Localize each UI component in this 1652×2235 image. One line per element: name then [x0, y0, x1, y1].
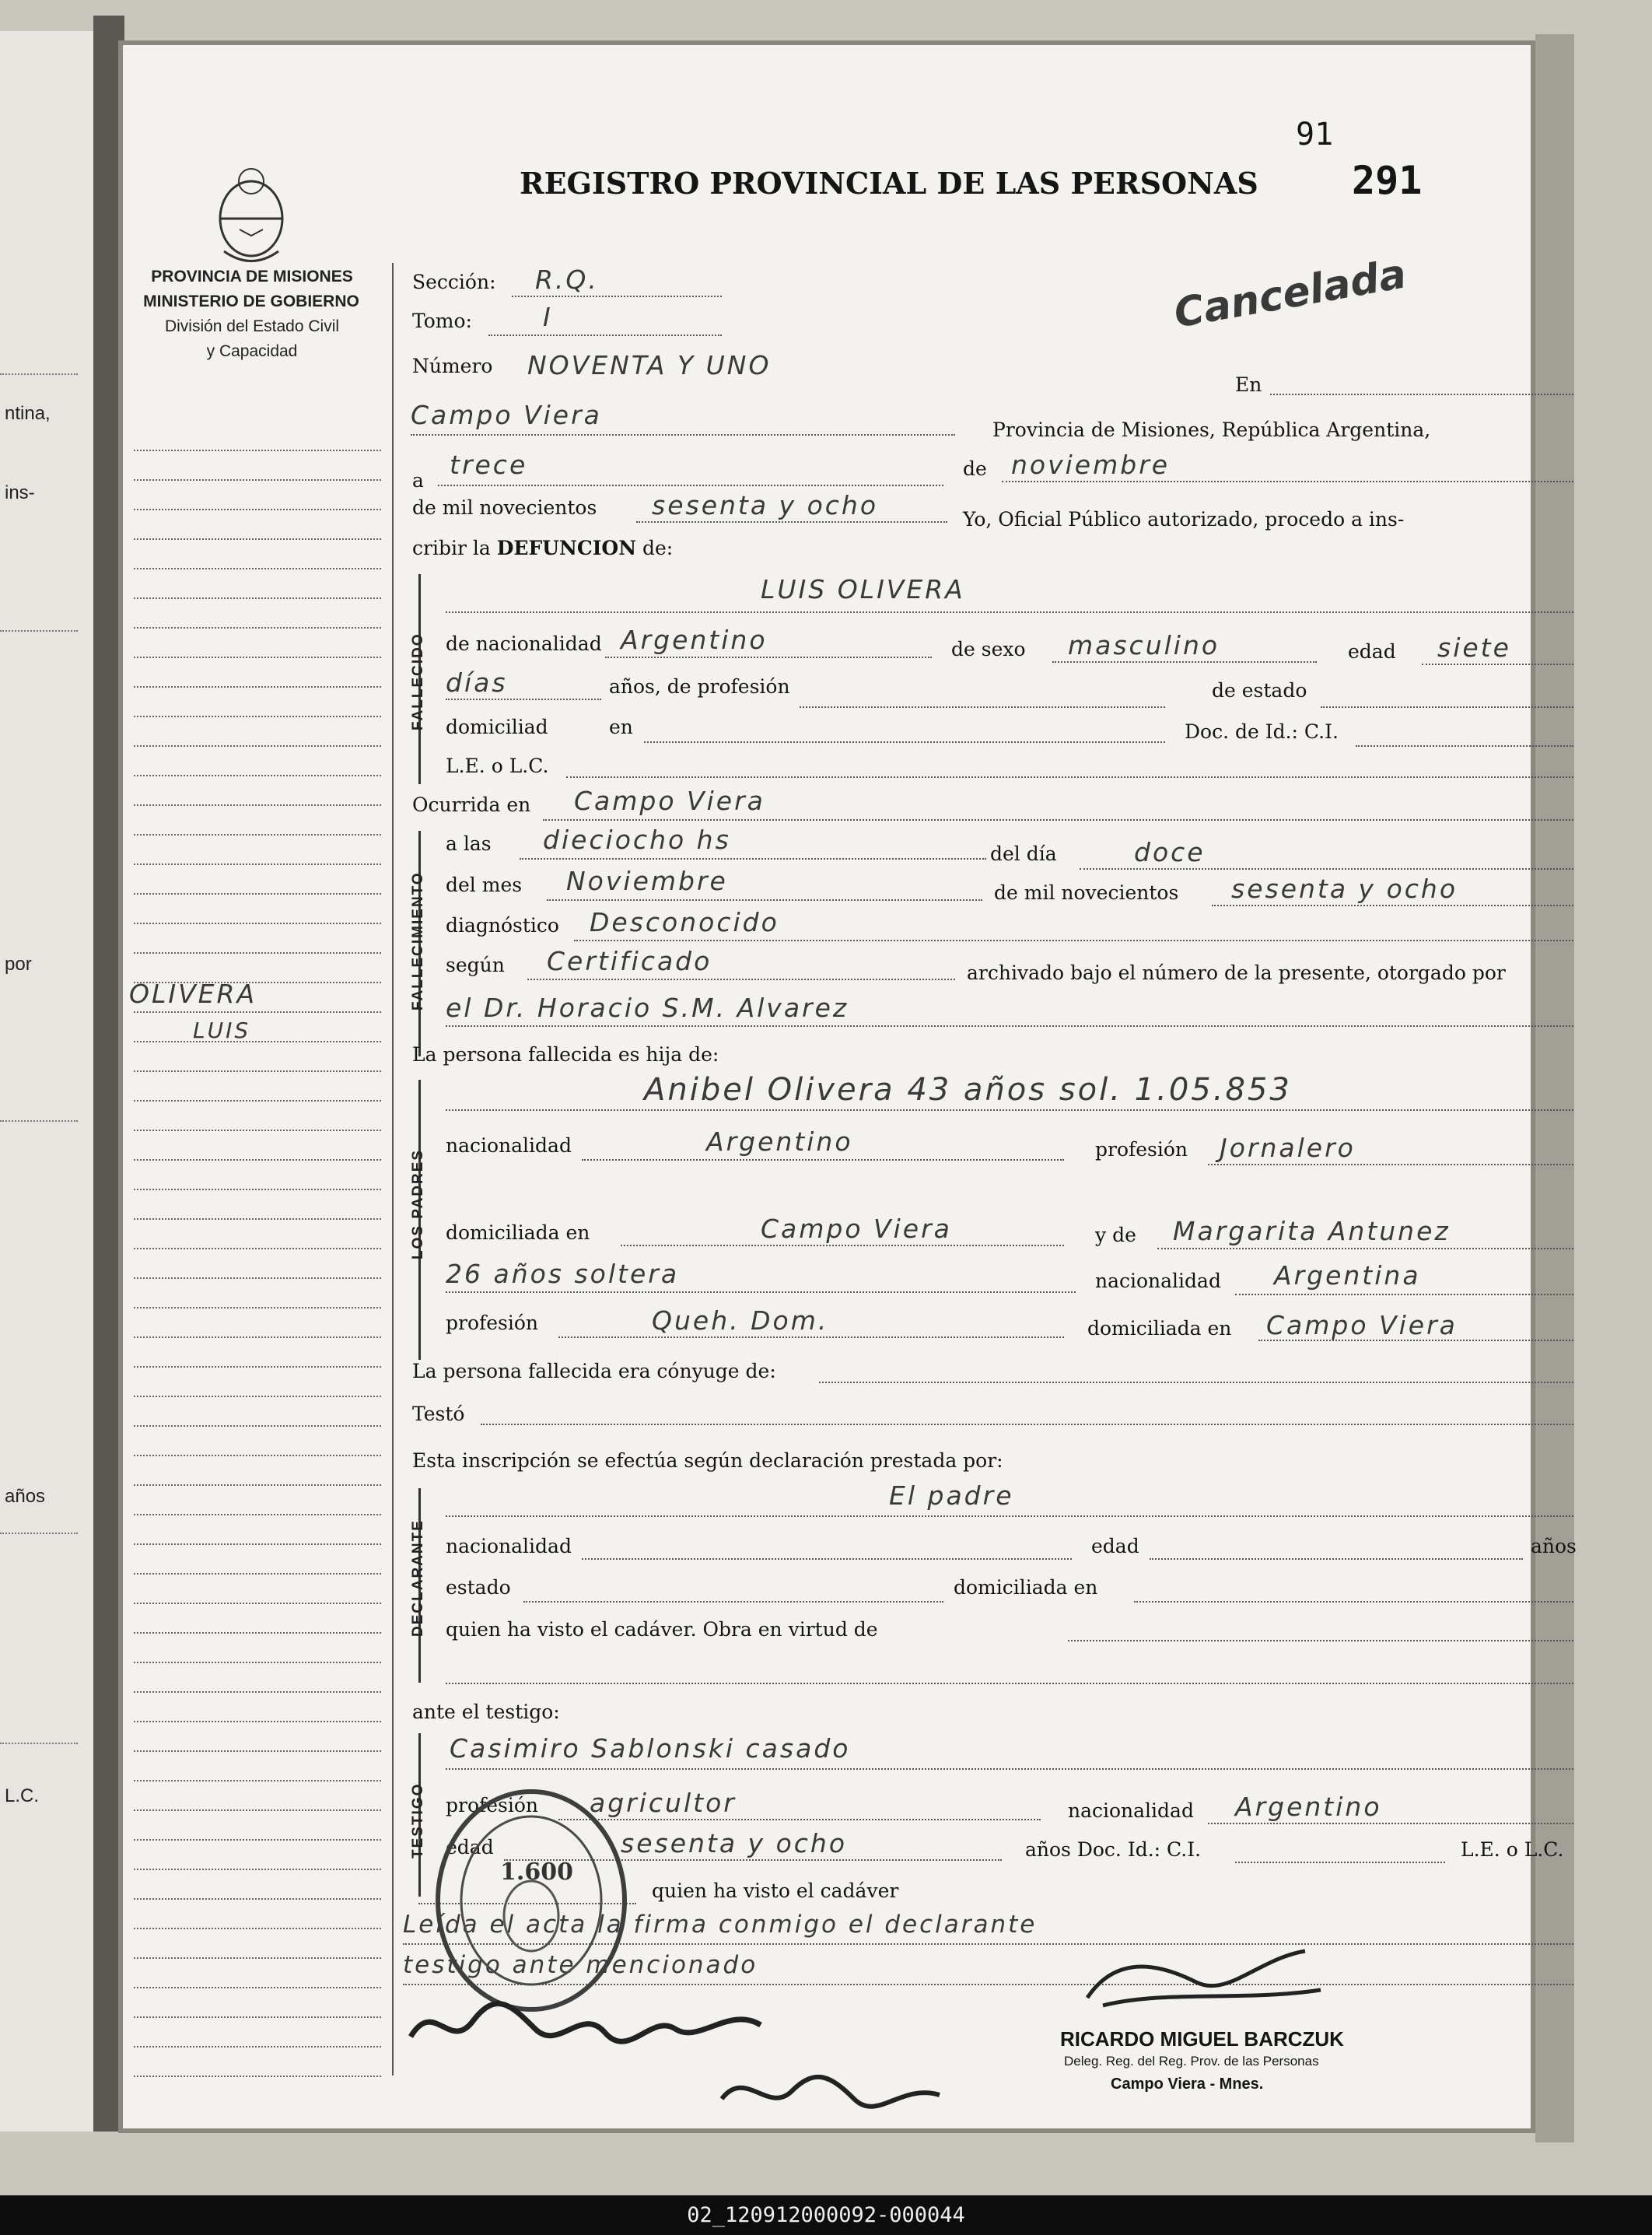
testigo-nac-label: nacionalidad: [1068, 1799, 1194, 1822]
declarante-signature-icon: [403, 1990, 776, 2060]
edad-value: siete: [1437, 632, 1511, 663]
doc-id-label: Doc. de Id.: C.I.: [1185, 720, 1339, 743]
margin-ruled-line: [134, 864, 381, 865]
margin-ruled-line: [134, 1100, 381, 1102]
margin-ruled-line: [134, 1336, 381, 1338]
seccion-value: R.Q.: [535, 264, 599, 295]
margin-ruled-line: [134, 1662, 381, 1663]
official-signature-icon: [1072, 1935, 1336, 2021]
margin-ruled-line: [134, 627, 381, 629]
margin-ruled-line: [134, 657, 381, 658]
margin-ruled-line: [134, 1011, 381, 1013]
mes-fall-value: Noviembre: [566, 866, 728, 896]
ocurrida-en-label: Ocurrida en: [412, 793, 531, 816]
margin-ruled-line: [134, 568, 381, 569]
margin-ruled-line: [134, 2046, 381, 2048]
section-fallecido: FALLECIDO: [410, 632, 426, 730]
testigo-edad-value: sesenta y ocho: [621, 1828, 848, 1858]
en-label: En: [1235, 373, 1262, 396]
padre-nac-label: nacionalidad: [446, 1134, 572, 1157]
mes-value: noviembre: [1011, 450, 1171, 480]
hija-de-label: La persona fallecida es hija de:: [412, 1043, 719, 1066]
edad-label: edad: [1348, 640, 1396, 663]
padre-prof-value: Jornalero: [1220, 1133, 1356, 1163]
margin-ruled-line: [134, 893, 381, 895]
margin-ruled-line: [134, 1809, 381, 1811]
de-sexo-label: de sexo: [951, 638, 1026, 660]
quien-visto-label: quien ha visto el cadáver. Obra en virtud de: [446, 1618, 878, 1641]
margin-ruled-line: [134, 1928, 381, 1929]
declarante-dom-label: domiciliada en: [954, 1576, 1098, 1599]
testigo-edad-label: edad: [446, 1836, 494, 1858]
left-fragment: por: [5, 954, 32, 975]
de-mil-label: de mil novecientos: [412, 496, 597, 519]
testigo-value: Casimiro Sablonski casado: [450, 1733, 851, 1764]
de-label: de: [963, 457, 987, 480]
division-name-2: y Capacidad: [206, 342, 298, 360]
margin-ruled-line: [134, 479, 381, 481]
margin-ruled-line: [134, 1603, 381, 1604]
inscripcion-label: Esta inscripción se efectúa según declaración prestada por:: [412, 1449, 1003, 1472]
madre-value: Margarita Antunez: [1173, 1216, 1451, 1246]
margin-ruled-line: [134, 1159, 381, 1161]
section-declarante: DECLARANTE: [410, 1519, 426, 1637]
del-dia-label: del día: [990, 843, 1057, 865]
en-label-2: en: [609, 716, 633, 738]
medico-value: el Dr. Horacio S.M. Alvarez: [446, 993, 849, 1023]
margin-ruled-line: [134, 1070, 381, 1072]
ante-testigo-label: ante el testigo:: [412, 1701, 560, 1723]
left-page: [0, 31, 96, 2132]
padre-dom-label: domiciliada en: [446, 1221, 590, 1244]
inscribir-label: cribir la DEFUNCION de:: [412, 537, 674, 559]
nacionalidad-value: Argentino: [621, 625, 768, 655]
margin-ruled-line: [134, 1632, 381, 1634]
declarante-nac-label: nacionalidad: [446, 1535, 572, 1557]
section-padres: LOS PADRES: [410, 1148, 426, 1259]
domicilia-label: domiciliad: [446, 716, 548, 738]
testigo-le-lc-label: L.E. o L.C.: [1461, 1838, 1564, 1861]
register-page: [118, 40, 1577, 2133]
province-name: PROVINCIA DE MISIONES: [151, 268, 353, 286]
coat-of-arms-icon: [208, 158, 294, 267]
seal-icon: [430, 1784, 632, 2017]
declarante-edad-label: edad: [1091, 1535, 1139, 1557]
margin-ruled-line: [134, 2016, 381, 2018]
margin-ruled-line: [134, 1307, 381, 1308]
margin-ruled-line: [134, 686, 381, 688]
segun-label: según: [446, 954, 505, 976]
madre-dom-label: domiciliada en: [1087, 1317, 1232, 1340]
quien-visto-2-label: quien ha visto el cadáver: [652, 1879, 899, 1902]
official-seal: [430, 1784, 632, 2017]
ministry-name: MINISTERIO DE GOBIERNO: [143, 293, 359, 310]
division-name: División del Estado Civil: [164, 317, 340, 335]
left-fragment: ins-: [5, 482, 35, 503]
a-las-label: a las: [446, 832, 492, 855]
margin-given-name: LUIS: [193, 1018, 251, 1043]
margin-ruled-line: [134, 1780, 381, 1781]
numero-label: Número: [412, 355, 493, 377]
archivado-label: archivado bajo el número de la presente, otorgado por: [967, 962, 1506, 984]
testigo-prof-label: profesión: [446, 1794, 539, 1816]
page-number-top: 91: [1296, 117, 1334, 152]
footer-code: 02_120912000092-000044: [0, 2195, 1652, 2235]
nota-line-2: testigo ante mencionado: [403, 1951, 758, 1979]
margin-ruled-line: [134, 952, 381, 954]
margin-ruled-line: [134, 1957, 381, 1959]
padre-dom-value: Campo Viera: [761, 1214, 952, 1244]
left-fragment: L.C.: [5, 1785, 40, 1806]
margin-ruled-line: [134, 1750, 381, 1752]
margin-ruled-line: [134, 1691, 381, 1693]
declarante-anos-label: años: [1531, 1535, 1577, 1557]
margin-ruled-line: [134, 1455, 381, 1456]
official-title: Deleg. Reg. del Reg. Prov. de las Personas: [1064, 2054, 1319, 2069]
madre-prof-label: profesión: [446, 1312, 539, 1334]
de-estado-label: de estado: [1212, 679, 1307, 702]
padre-nac-value: Argentino: [706, 1126, 853, 1157]
tomo-value: I: [543, 302, 553, 332]
margin-ruled-line: [134, 775, 381, 776]
le-lc-label: L.E. o L.C.: [446, 755, 549, 777]
official-name: RICARDO MIGUEL BARCZUK: [1060, 2027, 1344, 2051]
anio-fall-value: sesenta y ocho: [1231, 874, 1458, 904]
sexo-value: masculino: [1068, 630, 1220, 660]
de-mil-label-2: de mil novecientos: [994, 881, 1179, 904]
margin-ruled-line: [134, 1839, 381, 1841]
nota-line-1: Leída el acta la firma conmigo el declarante: [403, 1911, 1038, 1939]
margin-ruled-line: [134, 1573, 381, 1575]
margin-divider: [392, 263, 394, 2076]
testigo-prof-value: agricultor: [590, 1788, 737, 1818]
page-number-stamp: 291: [1352, 158, 1423, 203]
numero-value: NOVENTA Y UNO: [527, 350, 772, 380]
del-mes-label: del mes: [446, 874, 523, 896]
provincia-label: Provincia de Misiones, República Argentina,: [992, 419, 1431, 441]
margin-surname: OLIVERA: [129, 979, 257, 1009]
book-binding: [1535, 34, 1574, 2142]
section-fallecimiento: FALLECIMIENTO: [410, 871, 426, 1011]
declarante-value: El padre: [889, 1480, 1014, 1511]
testigo-nac-value: Argentino: [1235, 1792, 1382, 1822]
margin-ruled-line: [134, 1189, 381, 1190]
registry-title: REGISTRO PROVINCIAL DE LAS PERSONAS: [520, 166, 1258, 201]
y-de-label: y de: [1095, 1224, 1136, 1246]
margin-ruled-line: [134, 1898, 381, 1900]
conyuge-label: La persona fallecida era cónyuge de:: [412, 1360, 776, 1382]
a-label: a: [412, 469, 424, 492]
anos-doc-label: años Doc. Id.: C.I.: [1025, 1838, 1202, 1861]
margin-ruled-line: [134, 538, 381, 540]
margin-ruled-line: [134, 1543, 381, 1545]
margin-ruled-line: [134, 1248, 381, 1249]
margin-ruled-line: [134, 1277, 381, 1279]
margin-ruled-line: [134, 804, 381, 806]
margin-ruled-line: [134, 716, 381, 717]
margin-ruled-line: [134, 834, 381, 835]
margin-ruled-line: [134, 1484, 381, 1486]
ocurrida-en-value: Campo Viera: [574, 786, 765, 816]
margin-ruled-line: [134, 1396, 381, 1397]
margin-ruled-line: [134, 923, 381, 924]
diagnostico-label: diagnóstico: [446, 914, 559, 937]
margin-ruled-line: [134, 745, 381, 747]
margin-ruled-line: [134, 1869, 381, 1870]
padre-prof-label: profesión: [1095, 1138, 1188, 1161]
testigo-signature-icon: [714, 2060, 947, 2122]
seccion-label: Sección:: [412, 271, 496, 293]
anos-profesion-label: años, de profesión: [609, 675, 790, 698]
margin-ruled-line: [134, 1218, 381, 1220]
margin-ruled-line: [134, 450, 381, 451]
madre-prof-value: Queh. Dom.: [652, 1305, 829, 1336]
madre-nac-label: nacionalidad: [1095, 1270, 1221, 1292]
margin-ruled-line: [134, 1366, 381, 1368]
tomo-label: Tomo:: [412, 310, 472, 332]
madre-nac-value: Argentina: [1274, 1260, 1421, 1291]
cancelada-signature: Cancelada: [1171, 250, 1410, 338]
padre-value: Anibel Olivera 43 años sol. 1.05.853: [644, 1072, 1292, 1108]
testo-label: Testó: [412, 1403, 465, 1425]
yo-oficial-label: Yo, Oficial Público autorizado, procedo a ins-: [963, 508, 1405, 531]
margin-ruled-line: [134, 2076, 381, 2077]
declarante-estado-label: estado: [446, 1576, 511, 1599]
margin-ruled-line: [134, 509, 381, 510]
anio-value: sesenta y ocho: [652, 490, 879, 520]
official-place: Campo Viera - Mnes.: [1111, 2076, 1264, 2093]
margin-ruled-line: [134, 1130, 381, 1131]
diagnostico-value: Desconocido: [590, 907, 779, 937]
margin-ruled-line: [134, 1987, 381, 1988]
dia-value: trece: [450, 450, 528, 480]
margin-ruled-line: [134, 1041, 381, 1042]
nombre-value: LUIS OLIVERA: [761, 574, 965, 604]
lugar-value: Campo Viera: [411, 400, 602, 430]
left-fragment: años: [5, 1486, 46, 1507]
madre-dom-value: Campo Viera: [1266, 1310, 1458, 1340]
hora-value: dieciocho hs: [543, 825, 731, 855]
section-testigo: TESTIGO: [410, 1782, 426, 1858]
segun-value: Certificado: [547, 946, 712, 976]
margin-ruled-line: [134, 597, 381, 599]
de-nacionalidad-label: de nacionalidad: [446, 632, 602, 655]
margin-ruled-line: [134, 1514, 381, 1515]
margin-ruled-line: [134, 1425, 381, 1427]
left-fragment: ntina,: [5, 403, 51, 424]
dia-fall-value: doce: [1134, 837, 1206, 867]
edad-unit-value: días: [446, 667, 508, 698]
madre-detalle-value: 26 años soltera: [446, 1259, 680, 1289]
margin-ruled-line: [134, 1721, 381, 1722]
seal-number: 1.600: [500, 1858, 573, 1886]
